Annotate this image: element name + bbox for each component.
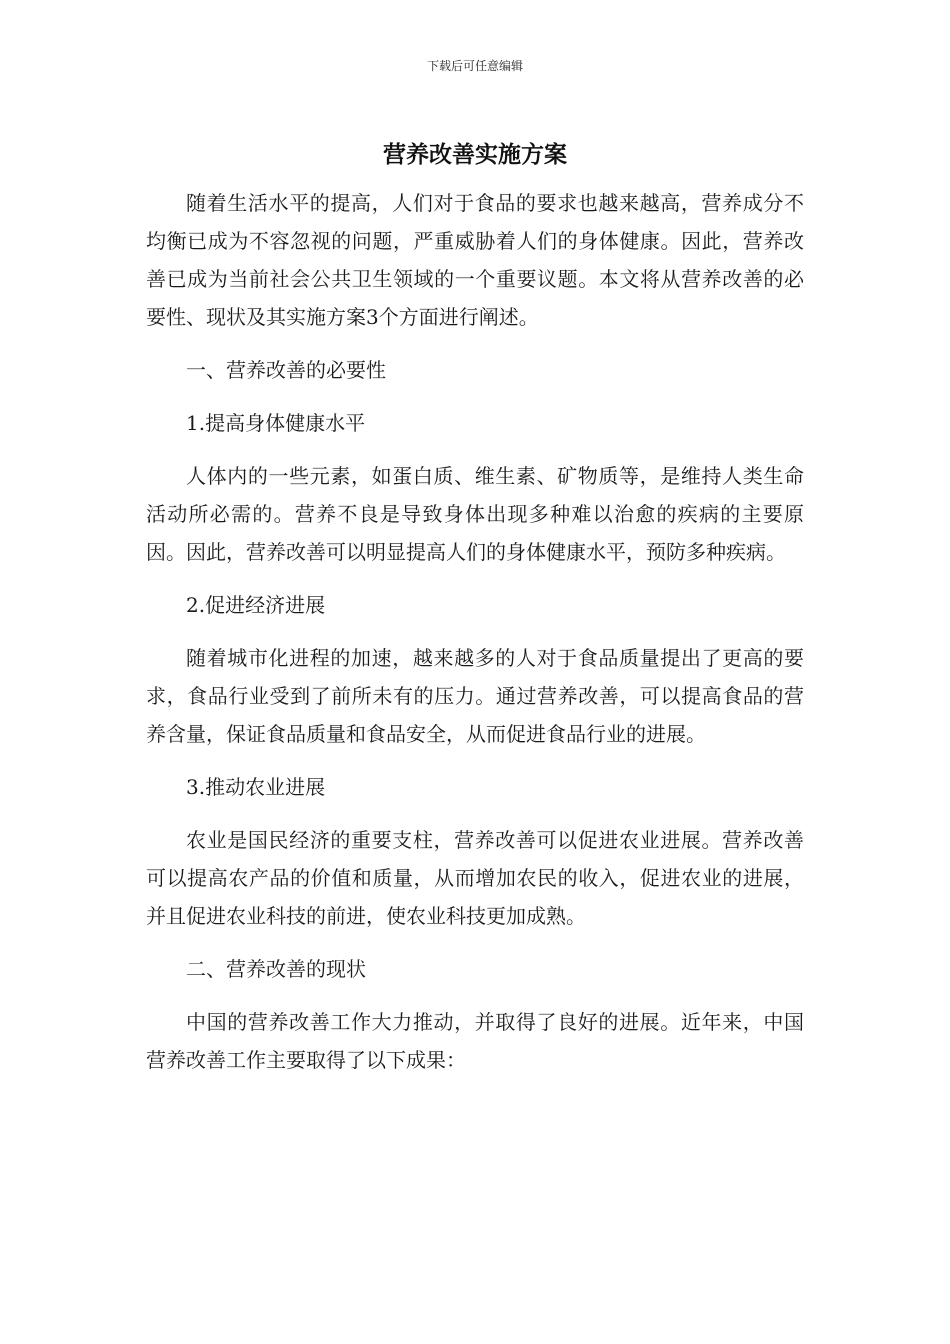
subheading-health: 1.提高身体健康水平 — [186, 411, 366, 435]
subheading-agriculture: 3.推动农业进展 — [186, 775, 326, 799]
paragraph-economy: 随着城市化进程的加速，越来越多的人对于食品质量提出了更高的要求，食品行业受到了前所未有的压力。通过营养改善，可以提高食品的营养含量，保证食品质量和食品安全，从而促进食品行业的进展。 — [146, 646, 804, 746]
subheading-economy: 2.促进经济进展 — [186, 593, 326, 617]
intro-paragraph: 随着生活水平的提高，人们对于食品的要求也越来越高，营养成分不均衡已成为不容忽视的问题，严重威胁着人们的身体健康。因此，营养改善已成为当前社会公共卫生领域的一个重要议题。本文将从营养改善的必要性、现状及其实施方案3个方面进行阐述。 — [146, 191, 804, 329]
section-heading-status: 二、营养改善的现状 — [186, 957, 366, 981]
document-title: 营养改善实施方案 — [383, 142, 567, 168]
document-body — [146, 184, 804, 1094]
paragraph-agriculture: 农业是国民经济的重要支柱，营养改善可以促进农业进展。营养改善可以提高农产品的价值和质量，从而增加农民的收入，促进农业的进展，并且促进农业科技的前进，使农业科技更加成熟。 — [146, 828, 804, 928]
header-note: 下载后可任意编辑 — [426, 59, 523, 73]
section-heading-necessity: 一、营养改善的必要性 — [186, 358, 386, 382]
paragraph-health: 人体内的一些元素，如蛋白质、维生素、矿物质等，是维持人类生命活动所必需的。营养不良是导致身体出现多种难以治愈的疾病的主要原因。因此，营养改善可以明显提高人们的身体健康水平，预防多种疾病。 — [146, 464, 804, 564]
paragraph-status: 中国的营养改善工作大力推动，并取得了良好的进展。近年来，中国营养改善工作主要取得了以下成果： — [146, 1010, 804, 1072]
